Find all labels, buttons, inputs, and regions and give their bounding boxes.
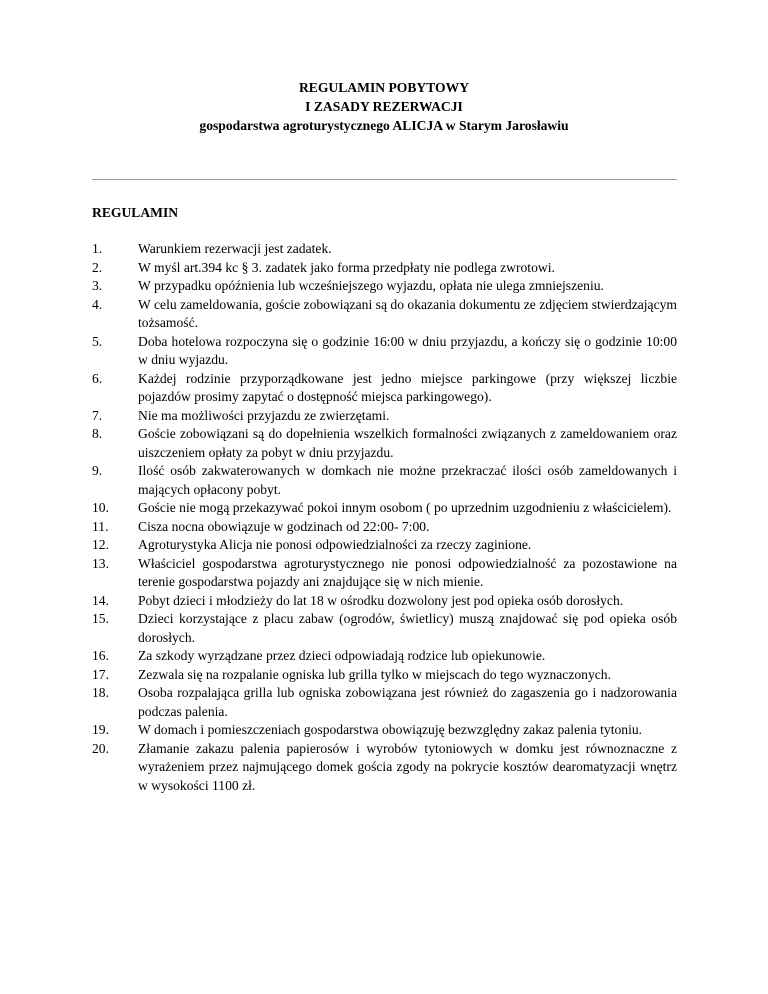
rule-number: 3. — [92, 278, 103, 293]
rule-text: Ilość osób zakwaterowanych w domkach nie możne przekraczać ilości osób zameldowanych i mających opłacony pobyt. — [138, 463, 677, 497]
rule-number: 1. — [92, 241, 103, 256]
rule-number: 12. — [92, 537, 109, 552]
rule-text: Warunkiem rezerwacji jest zadatek. — [138, 241, 332, 256]
rule-item — [92, 684, 677, 721]
rule-number: 11. — [92, 518, 109, 534]
rule-number: 15. — [92, 611, 109, 626]
document-header — [0, 78, 768, 135]
rule-item — [92, 555, 677, 592]
rule-number: 20. — [92, 740, 109, 756]
rule-text: Zezwala się na rozpalanie ogniska lub grilla tylko w miejscach do tego wyznaczonych. — [138, 666, 611, 682]
rule-item — [92, 666, 677, 685]
section-title: REGULAMIN — [92, 205, 179, 220]
rule-item — [92, 296, 677, 333]
rule-number: 13. — [92, 555, 109, 571]
rule-item — [92, 536, 677, 555]
rule-text: Właściciel gospodarstwa agroturystycznego nie ponosi odpowiedzialność za pozostawione na terenie gospodarstwa pojazdy ani znajdujące się w nich mienie. — [138, 555, 677, 589]
rule-number: 7. — [92, 407, 103, 423]
rule-item — [92, 592, 677, 611]
rule-item — [92, 518, 677, 537]
rule-text: W domach i pomieszczeniach gospodarstwa obowiązuję bezwzględny zakaz palenia tytoniu. — [138, 722, 643, 737]
title-line-1: REGULAMIN POBYTOWY — [298, 80, 470, 95]
rules-list — [92, 240, 677, 795]
rule-item — [92, 462, 677, 499]
rule-item — [92, 240, 677, 259]
rule-text: Goście zobowiązani są do dopełnienia wszelkich formalności związanych z zameldowaniem oraz uiszczeniem opłaty za pobyt w dniu przyjazdu. — [138, 426, 677, 460]
rule-number: 2. — [92, 259, 103, 275]
rule-text: Osoba rozpalająca grilla lub ogniska zobowiązana jest również do zagaszenia go i nadzorowania podczas palenia. — [138, 685, 677, 719]
rule-text: W myśl art.394 kc § 3. zadatek jako forma przedpłaty nie podlega zwrotowi. — [138, 259, 555, 275]
rule-item — [92, 499, 677, 518]
rule-item — [92, 425, 677, 462]
rule-text: Dzieci korzystające z placu zabaw (ogrodów, świetlicy) muszą znajdować się pod opieka osób dorosłych. — [138, 611, 677, 645]
rule-item — [92, 610, 677, 647]
rule-text: Pobyt dzieci i młodzieży do lat 18 w ośrodku dozwolony jest pod opieka osób dorosłych. — [138, 592, 624, 608]
rule-number: 19. — [92, 722, 109, 737]
rule-number: 4. — [92, 296, 103, 312]
rule-text: Za szkody wyrządzane przez dzieci odpowiadają rodzice lub opiekunowie. — [138, 648, 546, 663]
rule-number: 5. — [92, 333, 103, 349]
rule-text: W przypadku opóźnienia lub wcześniejszego wyjazdu, opłata nie ulega zmniejszeniu. — [138, 278, 604, 293]
rule-text: Cisza nocna obowiązuje w godzinach od 22:00- 7:00. — [138, 518, 430, 534]
rule-number: 8. — [92, 426, 103, 441]
rule-number: 16. — [92, 648, 109, 663]
rule-number: 17. — [92, 666, 109, 682]
rule-item — [92, 407, 677, 426]
rule-text: Złamanie zakazu palenia papierosów i wyrobów tytoniowych w domku jest równoznaczne z wyrażeniem przez najmującego domek gościa zgody na pokrycie kosztów dearomatyzacji wnętrz w wysokości 1100 zł. — [138, 740, 677, 793]
rule-item — [92, 370, 677, 407]
rule-item — [92, 333, 677, 370]
rule-text: Doba hotelowa rozpoczyna się o godzinie 16:00 w dniu przyjazdu, a kończy się o godzinie 10:00 w dniu wyjazdu. — [138, 333, 677, 367]
rule-number: 10. — [92, 500, 109, 515]
rule-number: 9. — [92, 463, 103, 478]
rule-text: Goście nie mogą przekazywać pokoi innym osobom ( po uprzednim uzgodnieniu z właścicielem). — [138, 500, 672, 515]
rule-number: 6. — [92, 370, 103, 386]
title-line-2: I ZASADY REZERWACJI — [305, 99, 463, 114]
horizontal-divider — [92, 179, 677, 180]
rule-text: Agroturystyka Alicja nie ponosi odpowiedzialności za rzeczy zaginione. — [138, 537, 532, 552]
rule-item — [92, 647, 677, 666]
rule-text: Nie ma możliwości przyjazdu ze zwierzętami. — [138, 407, 390, 423]
rule-item — [92, 259, 677, 278]
rule-number: 14. — [92, 592, 109, 608]
title-line-3: gospodarstwa agroturystycznego ALICJA w Starym Jarosławiu — [199, 118, 569, 133]
rule-text: Każdej rodzinie przyporządkowane jest jedno miejsce parkingowe (przy większej liczbie pojazdów prosimy zapytać o dostępność miejsca parkingowego). — [138, 370, 677, 404]
rule-item — [92, 721, 677, 740]
rule-item — [92, 740, 677, 796]
rule-number: 18. — [92, 685, 109, 700]
rule-text: W celu zameldowania, goście zobowiązani są do okazania dokumentu ze zdjęciem stwierdzającym tożsamość. — [138, 296, 677, 330]
rule-item — [92, 277, 677, 296]
